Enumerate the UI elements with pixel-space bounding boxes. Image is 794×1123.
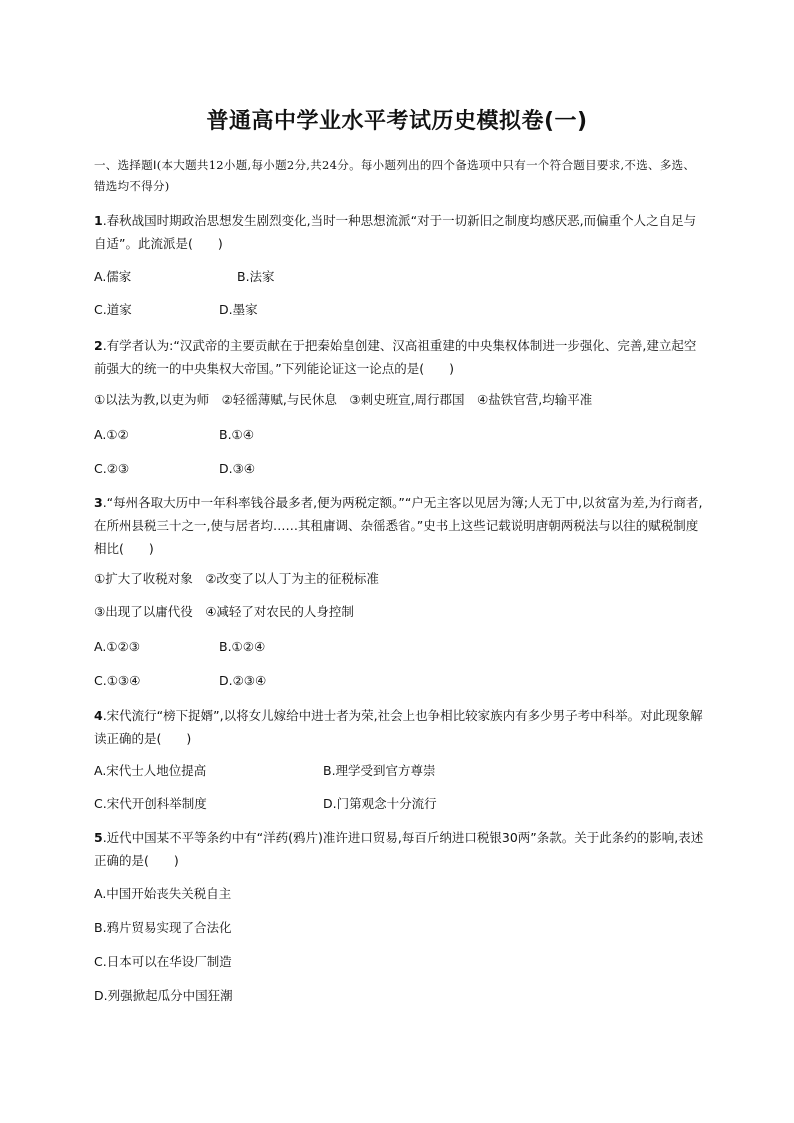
- statement-line: ③出现了以庸代役 ④减轻了对农民的人身控制: [94, 604, 354, 619]
- option-a: A.①②③: [94, 639, 140, 654]
- statement-line: ①扩大了收税对象 ②改变了以人丁为主的征税标准: [94, 571, 379, 586]
- section-heading: [94, 155, 704, 197]
- statement-line: ①以法为教,以吏为师 ②轻徭薄赋,与民休息 ③刺史班宣,周行郡国 ④盐铁官营,均输平准: [94, 392, 593, 407]
- option-b: B.法家: [237, 269, 275, 284]
- option-a: A.①②: [94, 427, 129, 442]
- option-c: C.道家: [94, 302, 132, 317]
- option-d: D.列强掀起瓜分中国狂潮: [94, 988, 233, 1003]
- option-c: C.①③④: [94, 673, 141, 688]
- option-b: B.①④: [219, 427, 254, 442]
- page-title: 普通高中学业水平考试历史模拟卷(一): [206, 109, 588, 134]
- question-2-stem: [94, 334, 704, 380]
- question-5-stem: [94, 826, 704, 872]
- section-instructions: (本大题共12小题,每小题2分,共24分。每小题列出的四个备选项中只有一个符合题目要求,不选、多选、错选均不得分): [94, 158, 696, 193]
- question-number: 1: [94, 213, 103, 228]
- question-number: 5: [94, 830, 103, 845]
- question-number: 2: [94, 338, 103, 353]
- question-text: .近代中国某不平等条约中有“洋药(鸦片)准许进口贸易,每百斤纳进口税银30两”条款。关于此条约的影响,表述正确的是( ): [94, 830, 704, 868]
- question-3-stem: [94, 491, 704, 560]
- question-4-stem: [94, 704, 704, 750]
- question-text: .春秋战国时期政治思想发生剧烈变化,当时一种思想流派“对于一切新旧之制度均感厌恶,而偏重个人之自足与自适”。此流派是( ): [94, 213, 697, 251]
- option-d: D.②③④: [219, 673, 267, 688]
- option-c: C.②③: [94, 461, 130, 476]
- question-text: .“每州各取大历中一年科率钱谷最多者,便为两税定额。”“户无主客以见居为簿;人无丁中,以贫富为差,为行商者,在所州县税三十之一,使与居者均……其租庸调、杂徭悉省。”史书上这些记载说明唐朝两税法与以往的赋税制度相比( ): [94, 495, 703, 556]
- option-c: C.宋代开创科举制度: [94, 796, 207, 811]
- question-number: 4: [94, 708, 103, 723]
- option-b: B.鸦片贸易实现了合法化: [94, 920, 232, 935]
- question-1-stem: [94, 209, 704, 255]
- section-lead: 一、选择题Ⅰ: [94, 158, 157, 172]
- option-d: D.③④: [219, 461, 256, 476]
- option-a: A.儒家: [94, 269, 132, 284]
- option-d: D.门第观念十分流行: [323, 796, 437, 811]
- option-a: A.中国开始丧失关税自主: [94, 886, 232, 901]
- question-text: .有学者认为:“汉武帝的主要贡献在于把秦始皇创建、汉高祖重建的中央集权体制进一步强化、完善,建立起空前强大的统一的中央集权大帝国。”下列能论证这一论点的是( ): [94, 338, 697, 376]
- question-text: .宋代流行“榜下捉婿”,以将女儿嫁给中进士者为荣,社会上也争相比较家族内有多少男子考中科举。对此现象解读正确的是( ): [94, 708, 703, 746]
- option-a: A.宋代士人地位提高: [94, 763, 207, 778]
- option-b: B.理学受到官方尊崇: [323, 763, 436, 778]
- option-c: C.日本可以在华设厂制造: [94, 954, 232, 969]
- question-number: 3: [94, 495, 103, 510]
- option-d: D.墨家: [219, 302, 258, 317]
- option-b: B.①②④: [219, 639, 266, 654]
